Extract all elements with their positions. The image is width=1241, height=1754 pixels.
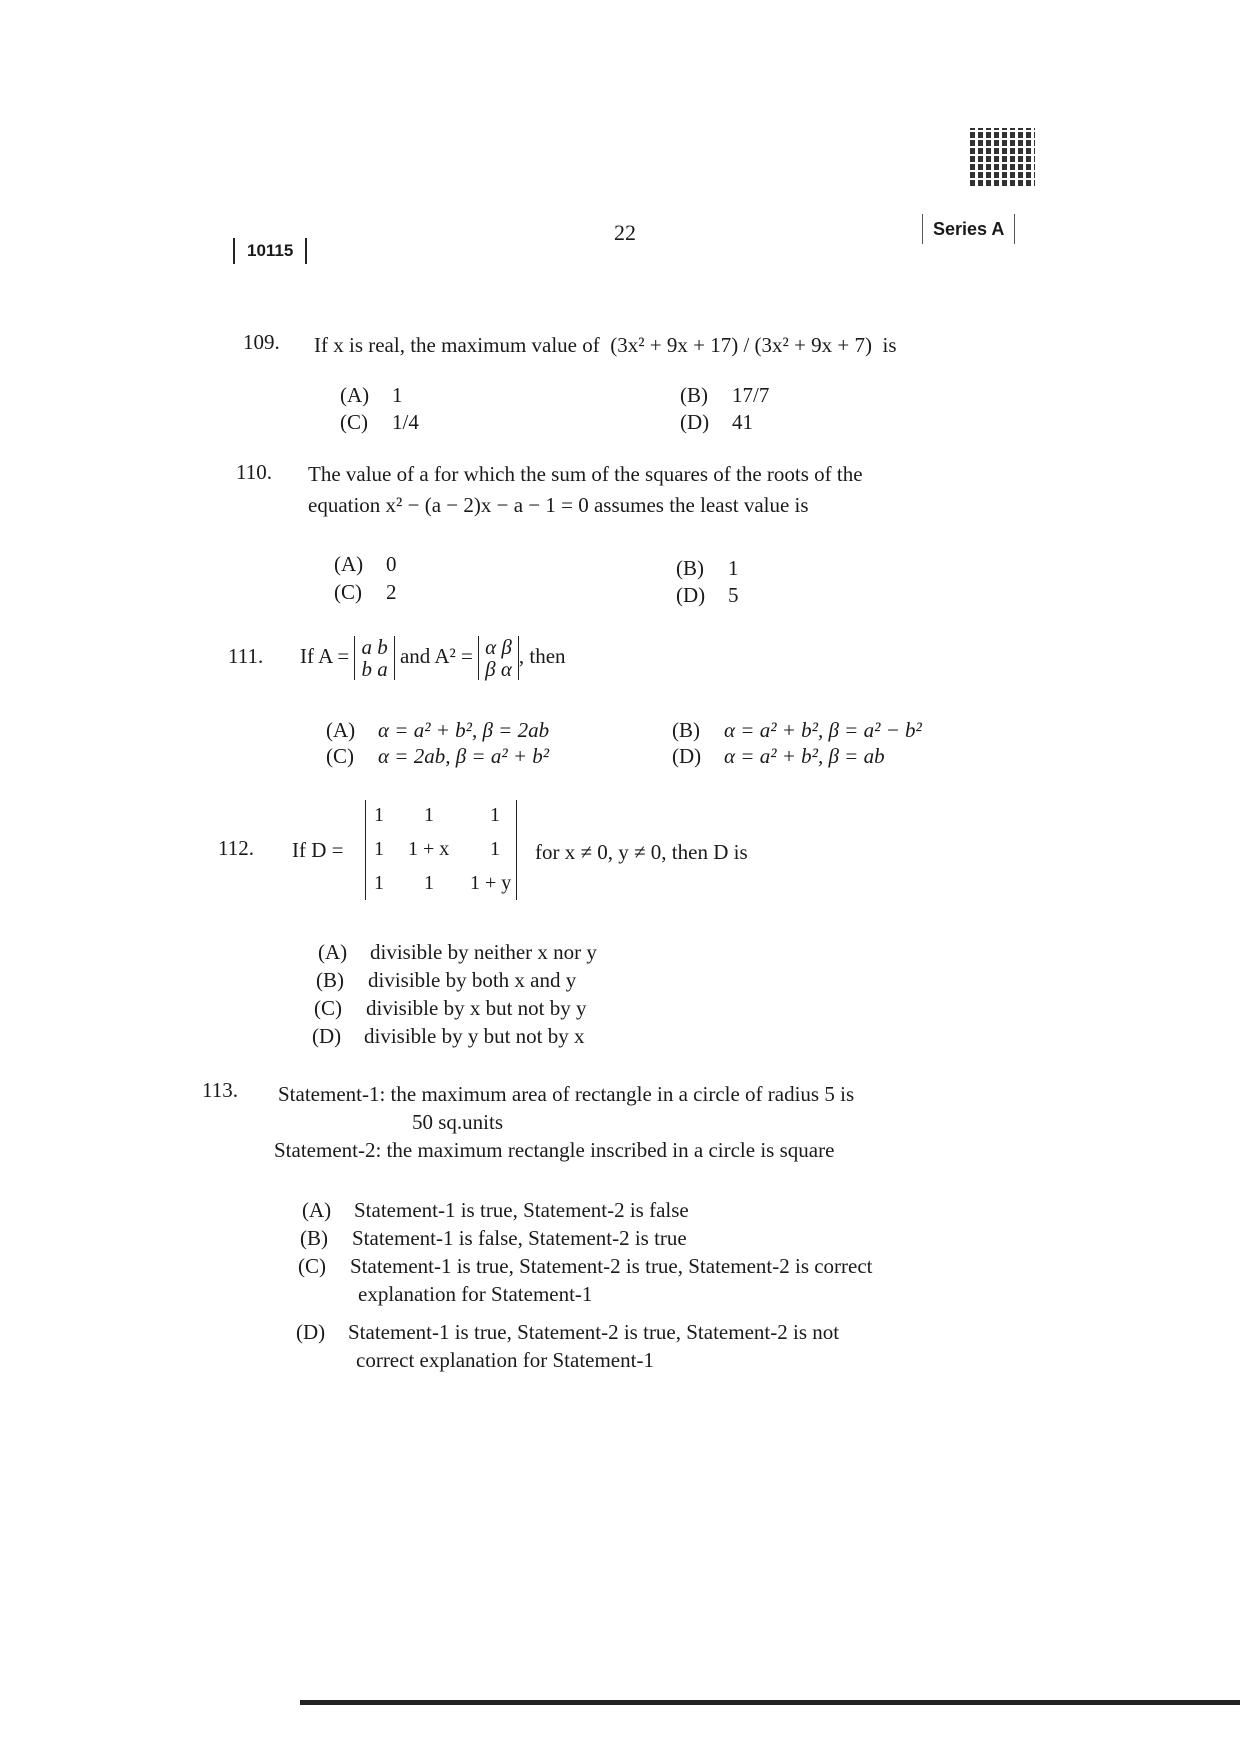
q109-option-a[interactable]: (A) 1 — [340, 383, 403, 407]
q112-number: 112. — [218, 836, 254, 860]
q109-suffix: is — [882, 333, 897, 357]
page-number: 22 — [614, 220, 636, 245]
det-cell: 1 + y — [470, 872, 512, 894]
q113-option-d-line2: correct explanation for Statement-1 — [356, 1348, 654, 1372]
q111-stem — [300, 636, 566, 680]
barcode-icon — [970, 128, 1035, 186]
q113-statement1-line1: Statement-1: the maximum area of rectangle in a circle of radius 5 is — [278, 1082, 855, 1106]
q109-option-d[interactable]: (D) 41 — [680, 410, 753, 434]
series-label: Series A — [922, 214, 1015, 244]
q113-option-c[interactable]: (C) Statement-1 is true, Statement-2 is true, Statement-2 is correct — [298, 1254, 873, 1278]
q111-number: 111. — [228, 644, 264, 668]
det-cell: 1 — [424, 804, 434, 826]
q111-option-c[interactable]: (C) α = 2ab, β = a² + b² — [326, 744, 550, 768]
q113-option-c-line2: explanation for Statement-1 — [358, 1282, 593, 1306]
q112-prefix: If D = — [292, 838, 344, 862]
bottom-rule — [300, 1700, 1240, 1705]
q113-option-a[interactable]: (A) Statement-1 is true, Statement-2 is false — [302, 1198, 689, 1222]
q112-option-a[interactable]: (A) divisible by neither x nor y — [318, 940, 597, 964]
q111-option-d[interactable]: (D) α = a² + b², β = ab — [672, 744, 885, 768]
q109-number: 109. — [243, 330, 280, 354]
q110-option-b[interactable]: (B) 1 — [676, 556, 739, 580]
q110-line2: equation x² − (a − 2)x − a − 1 = 0 assumes the least value is — [308, 493, 809, 517]
q113-option-d[interactable]: (D) Statement-1 is true, Statement-2 is true, Statement-2 is not — [296, 1320, 840, 1344]
det-cell: 1 — [490, 838, 500, 860]
q113-statement1-line2: 50 sq.units — [412, 1110, 504, 1134]
det-cell: 1 + x — [408, 838, 450, 860]
det-cell: 1 — [374, 872, 384, 894]
q112-determinant — [365, 800, 517, 900]
q113-number: 113. — [202, 1078, 238, 1102]
q111-matrix-a: a b b a — [354, 636, 394, 680]
q111-matrix-b: α β β α — [478, 636, 519, 680]
paper-code: 10115 — [233, 238, 307, 264]
q112-option-c[interactable]: (C) divisible by x but not by y — [314, 996, 587, 1020]
q109-expression: (3x² + 9x + 17) / (3x² + 9x + 7) — [610, 333, 873, 357]
q112-option-b[interactable]: (B) divisible by both x and y — [316, 968, 577, 992]
q109-stem-text: If x is real, the maximum value of — [314, 333, 600, 357]
q112-option-d[interactable]: (D) divisible by y but not by x — [312, 1024, 585, 1048]
q109-option-b[interactable]: (B) 17/7 — [680, 383, 770, 407]
q109-option-c[interactable]: (C) 1/4 — [340, 410, 419, 434]
det-cell: 1 — [424, 872, 434, 894]
q112-suffix: for x ≠ 0, y ≠ 0, then D is — [535, 840, 748, 864]
q111-option-b[interactable]: (B) α = a² + b², β = a² − b² — [672, 718, 922, 742]
q113-option-b[interactable]: (B) Statement-1 is false, Statement-2 is true — [300, 1226, 687, 1250]
q110-option-a[interactable]: (A) 0 — [334, 552, 397, 576]
q111-suffix: , then — [518, 643, 566, 668]
q110-line1: The value of a for which the sum of the squares of the roots of the — [308, 462, 863, 486]
q110-number: 110. — [236, 460, 272, 484]
det-cell: 1 — [374, 838, 384, 860]
q113-statement2: Statement-2: the maximum rectangle inscribed in a circle is square — [274, 1138, 835, 1162]
det-cell: 1 — [374, 804, 384, 826]
q110-option-c[interactable]: (C) 2 — [334, 580, 397, 604]
q111-prefix: If A = — [300, 643, 350, 668]
q111-mid: and A² = — [399, 643, 473, 668]
det-cell: 1 — [490, 804, 500, 826]
q111-option-a[interactable]: (A) α = a² + b², β = 2ab — [326, 718, 550, 742]
q109-stem — [314, 333, 897, 358]
q110-option-d[interactable]: (D) 5 — [676, 583, 739, 607]
